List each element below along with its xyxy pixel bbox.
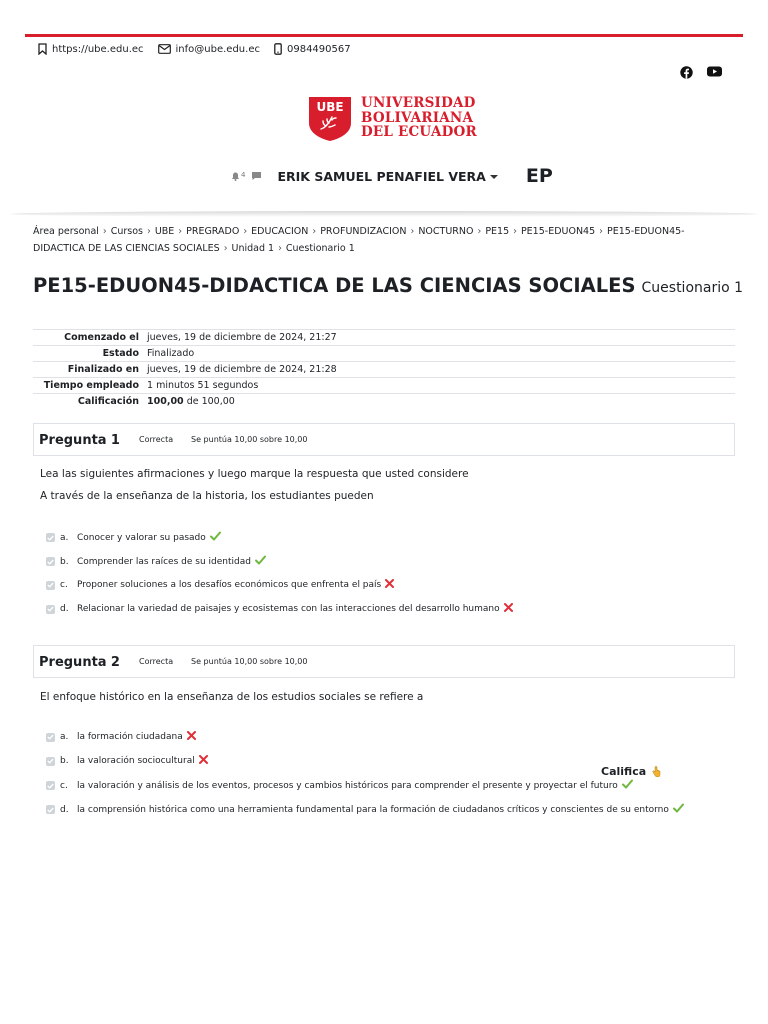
header-divider: [10, 211, 758, 217]
user-name: ERIK SAMUEL PENAFIEL VERA: [277, 168, 486, 184]
youtube-icon[interactable]: [707, 66, 722, 77]
summary-value: [143, 394, 735, 410]
answer-letter: c.: [60, 580, 68, 590]
email-text: info@ube.edu.ec: [175, 43, 260, 55]
breadcrumb-item[interactable]: PE15-EDUON45-DIDACTICA DE LAS CIENCIAS SOCIALES: [33, 226, 685, 254]
summary-label: Finalizado en: [33, 362, 143, 378]
facebook-icon[interactable]: [680, 66, 693, 79]
chevron-right-icon: ›: [410, 226, 415, 237]
answer-letter: d.: [60, 804, 69, 815]
grade-max: de 100,00: [183, 396, 235, 408]
caret-down-icon: [490, 175, 498, 179]
califica-label: Califica: [601, 765, 647, 778]
answer-letter: a.: [60, 532, 69, 543]
answer-checkbox: [46, 733, 55, 742]
question-text: El enfoque histórico en la enseñanza de los estudios sociales se refiere a: [40, 691, 424, 703]
phone-text: 0984490567: [286, 43, 351, 55]
phone-link[interactable]: [274, 43, 351, 55]
answer-text: Proponer soluciones a los desafíos económicos que enfrenta el país: [77, 580, 382, 590]
incorrect-cross-icon: [199, 755, 208, 767]
breadcrumb-item[interactable]: PE15-EDUON45: [520, 226, 596, 237]
ube-shield-logo: [307, 96, 353, 142]
breadcrumb-item[interactable]: NOCTURNO: [418, 226, 474, 237]
summary-row: [33, 346, 735, 362]
chevron-right-icon: ›: [278, 243, 282, 254]
summary-row: [33, 378, 735, 394]
question-info-header: [33, 645, 735, 678]
question-state: Correcta: [139, 657, 174, 666]
answer-checkbox: [46, 781, 55, 790]
breadcrumb-item[interactable]: Unidad 1: [231, 243, 275, 254]
answer-checkbox: [46, 557, 55, 566]
question-label: Pregunta: [39, 432, 107, 448]
notifications-button[interactable]: [230, 171, 245, 181]
answer-text: Relacionar la variedad de paisajes y ecosistemas con las interacciones del desarrollo humano: [77, 604, 500, 614]
chevron-right-icon: ›: [312, 226, 317, 237]
question-number-value: 1: [110, 432, 120, 448]
chevron-right-icon: ›: [513, 226, 517, 237]
attempt-summary-table: [33, 329, 735, 409]
answer-letter: b.: [60, 756, 69, 766]
chevron-right-icon: ›: [147, 226, 151, 237]
answer-option: [46, 755, 208, 767]
answer-text: la formación ciudadana: [77, 732, 183, 742]
bookmark-icon: [38, 43, 47, 55]
answer-checkbox: [46, 581, 55, 590]
envelope-icon: [158, 44, 171, 54]
summary-label: Estado: [33, 346, 143, 362]
answer-checkbox: [46, 605, 55, 614]
answer-letter: b.: [60, 556, 69, 567]
answer-option: [46, 579, 394, 591]
answer-checkbox: [46, 805, 55, 814]
contact-bar: [38, 43, 351, 55]
answer-text: la comprensión histórica como una herramienta fundamental para la formación de ciudadanos críticos y conscientes de su entorno: [77, 804, 669, 815]
chevron-right-icon: ›: [223, 243, 228, 254]
bell-icon: [230, 171, 241, 181]
chevron-right-icon: ›: [477, 226, 482, 237]
breadcrumb-item[interactable]: PE15: [485, 226, 510, 237]
question-grade: Se puntúa 10,00 sobre 10,00: [191, 435, 308, 444]
breadcrumb-item[interactable]: PREGRADO: [186, 226, 240, 237]
correct-check-icon: [622, 779, 633, 792]
website-link[interactable]: [38, 43, 144, 55]
question-text: Lea las siguientes afirmaciones y luego marque la respuesta que usted considere: [40, 468, 469, 480]
page-title: [33, 274, 743, 297]
correct-check-icon: [210, 531, 221, 544]
hand-pointer-icon: [652, 766, 661, 777]
answer-text: la valoración sociocultural: [77, 756, 195, 766]
top-accent-bar: [25, 34, 743, 37]
logo-abbr: UBE: [316, 100, 344, 114]
breadcrumb: [33, 223, 733, 257]
breadcrumb-item[interactable]: UBE: [154, 226, 175, 237]
breadcrumb-item[interactable]: Área personal: [33, 226, 99, 237]
logo-line-3: DEL ECUADOR: [361, 124, 477, 140]
user-bar: [230, 164, 553, 188]
question-info-header: [33, 423, 735, 456]
logo-line-2: BOLIVARIANA: [361, 109, 474, 126]
breadcrumb-item[interactable]: PROFUNDIZACION: [320, 226, 407, 237]
incorrect-cross-icon: [187, 731, 196, 743]
breadcrumb-item[interactable]: Cursos: [110, 226, 143, 237]
logo-wordmark: [361, 96, 477, 140]
answer-letter: c.: [60, 780, 68, 791]
answer-checkbox: [46, 533, 55, 542]
logo-line-1: UNIVERSIDAD: [361, 95, 476, 111]
answer-option: [46, 531, 221, 544]
chevron-right-icon: ›: [243, 226, 248, 237]
answer-option: [46, 731, 196, 743]
summary-label: Tiempo empleado: [33, 378, 143, 394]
incorrect-cross-icon: [385, 579, 394, 591]
chevron-right-icon: ›: [102, 226, 107, 237]
notifications-count: 4: [241, 171, 246, 179]
summary-value: Finalizado: [143, 346, 735, 362]
answer-text: la valoración y análisis de los eventos, procesos y cambios históricos para comprender el presente y proyectar el futuro: [77, 780, 618, 791]
summary-value: jueves, 19 de diciembre de 2024, 21:27: [143, 330, 735, 346]
question-label: Pregunta: [39, 654, 107, 670]
summary-label: Calificación: [33, 394, 143, 410]
correct-check-icon: [673, 803, 684, 816]
question-number: [39, 654, 139, 670]
correct-check-icon: [255, 555, 266, 568]
summary-row: [33, 394, 735, 410]
question-number-value: 2: [110, 654, 120, 670]
question-prompt: A través de la enseñanza de la historia, los estudiantes pueden: [40, 490, 374, 502]
answer-option: [46, 779, 633, 792]
chat-bubble-icon[interactable]: [251, 171, 262, 181]
user-notification-icons: [230, 171, 262, 181]
answer-text: Comprender las raíces de su identidad: [77, 556, 251, 567]
question-number: [39, 432, 139, 448]
mobile-phone-icon: [274, 43, 282, 55]
grade-value: 100,00: [147, 396, 184, 408]
incorrect-cross-icon: [504, 603, 513, 615]
university-logo[interactable]: [307, 96, 477, 142]
summary-row: [33, 362, 735, 378]
summary-value: jueves, 19 de diciembre de 2024, 21:28: [143, 362, 735, 378]
breadcrumb-item: Cuestionario 1: [285, 243, 355, 254]
answer-letter: d.: [60, 604, 69, 614]
summary-label: Comenzado el: [33, 330, 143, 346]
social-links: [680, 66, 722, 79]
user-menu-toggle[interactable]: [277, 169, 497, 184]
answer-text: Conocer y valorar su pasado: [77, 532, 206, 543]
chevron-right-icon: ›: [599, 226, 603, 237]
course-title: PE15-EDUON45-DIDACTICA DE LAS CIENCIAS SOCIALES: [33, 274, 636, 297]
summary-row: [33, 330, 735, 346]
question-state: Correcta: [139, 435, 174, 444]
quiz-title: Cuestionario 1: [641, 280, 744, 296]
chevron-right-icon: ›: [178, 226, 183, 237]
breadcrumb-item[interactable]: EDUCACION: [251, 226, 309, 237]
website-text: https://ube.edu.ec: [52, 43, 144, 55]
user-avatar-initials[interactable]: EP: [525, 165, 553, 187]
email-link[interactable]: [158, 43, 260, 55]
question-grade: Se puntúa 10,00 sobre 10,00: [191, 657, 308, 666]
answer-checkbox: [46, 757, 55, 766]
answer-option: [46, 603, 513, 615]
summary-value: 1 minutos 51 segundos: [143, 378, 735, 394]
answer-option: [46, 555, 266, 568]
answer-letter: a.: [60, 732, 69, 742]
califica-overlay[interactable]: [601, 765, 661, 778]
answer-option: [46, 803, 684, 816]
